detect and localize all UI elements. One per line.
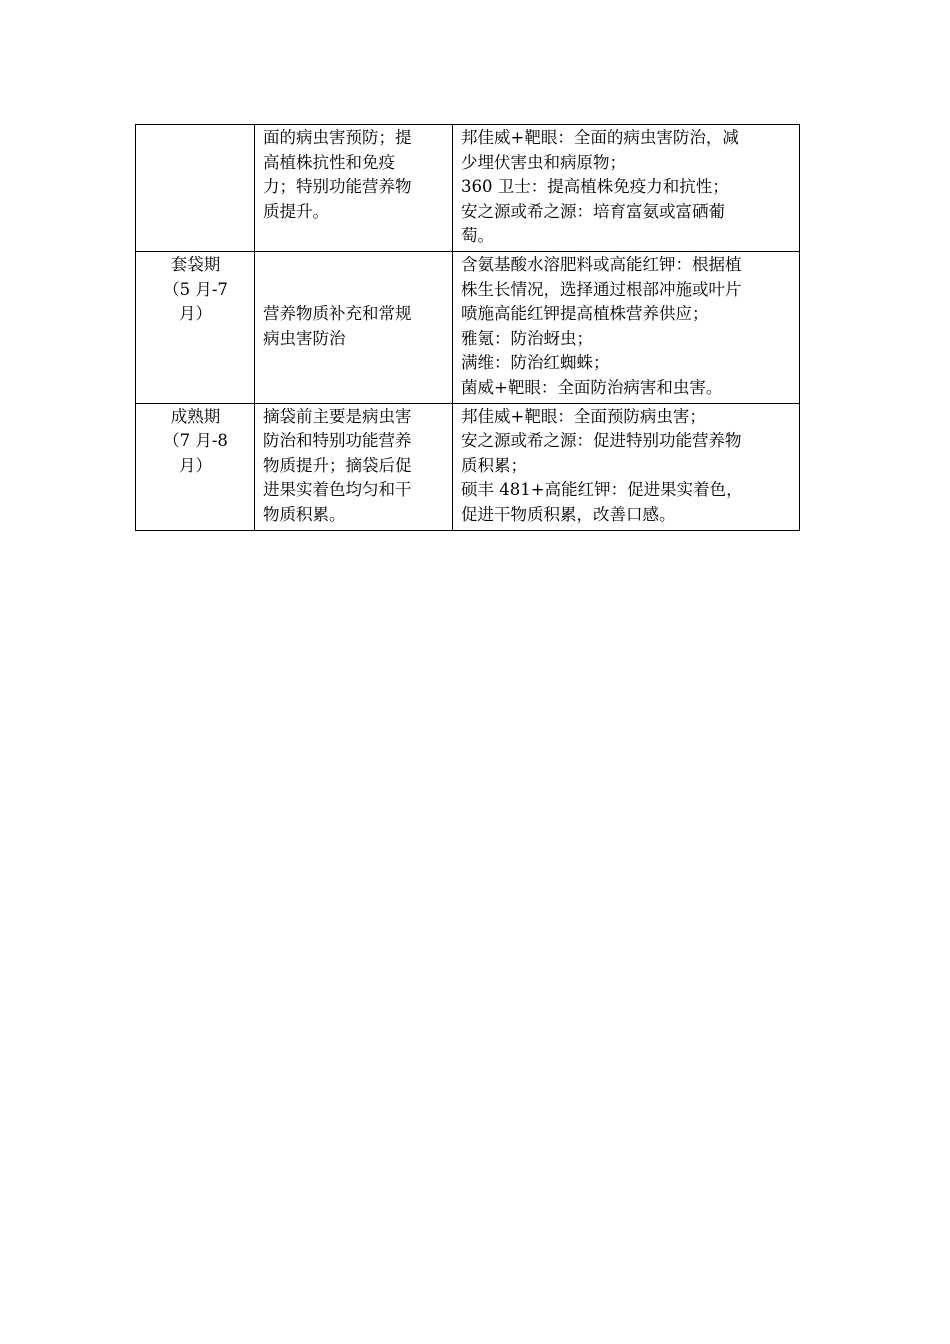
goal-line: 面的病虫害预防；提 — [263, 128, 412, 147]
goal-line: 力；特别功能营养物 — [263, 177, 412, 197]
goal-line: 物质积累。 — [263, 504, 346, 524]
stage-name: 成熟期 — [170, 406, 221, 426]
measure-line: 邦佳威+靶眼：全面的病虫害防治，减 — [461, 128, 739, 147]
measure-line: 少埋伏害虫和病原物； — [461, 152, 626, 172]
stage-period: 月） — [179, 455, 212, 475]
goal-line: 进果实着色均匀和干 — [263, 480, 412, 500]
stage-cell — [136, 125, 255, 252]
goal-line: 高植株抗性和免疫 — [263, 152, 395, 172]
measure-line: 满维：防治红蜘蛛； — [461, 353, 610, 373]
table-row — [136, 251, 800, 403]
goal-line: 物质提升；摘袋后促 — [263, 455, 412, 475]
stage-period: （7 月-8 — [163, 431, 228, 451]
measure-line: 促进干物质积累，改善口感。 — [461, 504, 676, 524]
stage-name: 套袋期 — [170, 254, 221, 274]
goal-line: 防治和特别功能营养 — [263, 431, 412, 451]
measure-line: 360 卫士：提高植株免疫力和抗性； — [461, 177, 729, 197]
measure-line: 质积累； — [461, 455, 527, 475]
stage-cell — [136, 403, 255, 530]
goal-line: 病虫害防治 — [263, 328, 346, 348]
measure-cell — [453, 125, 800, 252]
measure-line: 雅氪：防治蚜虫； — [461, 328, 593, 348]
measure-line: 萄。 — [461, 226, 494, 246]
stage-period: （5 月-7 — [163, 279, 228, 299]
goal-cell — [255, 125, 453, 252]
stage-period: 月） — [179, 304, 212, 324]
management-table — [135, 124, 800, 531]
table-row — [136, 125, 800, 252]
measure-line: 株生长情况，选择通过根部冲施或叶片 — [461, 279, 742, 299]
goal-line: 质提升。 — [263, 201, 329, 221]
measure-line: 安之源或希之源：培育富氨或富硒葡 — [461, 201, 725, 221]
measure-cell — [453, 251, 800, 403]
goal-line: 摘袋前主要是病虫害 — [263, 406, 412, 426]
goal-line: 营养物质补充和常规 — [263, 304, 412, 324]
goal-cell — [255, 251, 453, 403]
measure-line: 含氨基酸水溶肥料或高能红钾：根据植 — [461, 254, 742, 274]
stage-cell — [136, 251, 255, 403]
goal-cell — [255, 403, 453, 530]
measure-line: 菌威+靶眼：全面防治病害和虫害。 — [461, 377, 723, 397]
table-row — [136, 403, 800, 530]
measure-line: 喷施高能红钾提高植株营养供应； — [461, 304, 709, 324]
measure-line: 安之源或希之源：促进特别功能营养物 — [461, 431, 742, 451]
measure-line: 邦佳威+靶眼：全面预防病虫害； — [461, 406, 706, 426]
measure-line: 硕丰 481+高能红钾：促进果实着色， — [461, 480, 743, 500]
measure-cell — [453, 403, 800, 530]
